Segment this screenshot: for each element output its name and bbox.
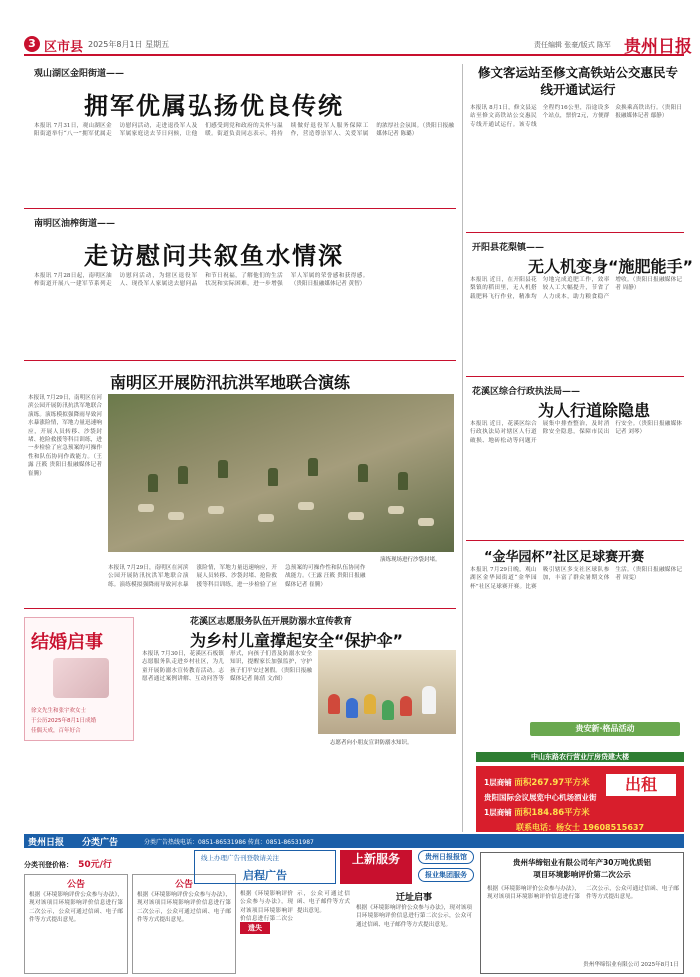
story2-headline: 走访慰问共叙鱼水情深 xyxy=(84,242,344,270)
story2-kicker: 南明区油榨街道—— xyxy=(34,219,116,229)
story4-kicker: 花溪区志愿服务队伍开展防溺水宣传教育 xyxy=(190,617,353,627)
wedding-couple-names: 徐文先生和张宇欢女士 xyxy=(31,708,87,714)
moving-notice-title: 迁址启事 xyxy=(395,893,432,903)
story1-headline: 拥军优属弘扬优良传统 xyxy=(84,92,344,120)
rental-ad-title: 出租 xyxy=(606,774,676,796)
qicheng-ad-sub: 线上办理广告刊登敬请关注 xyxy=(201,854,279,862)
pill-2: 报业集团服务 xyxy=(418,868,474,882)
env-notice-sub: 项目环境影响评价第二次公示 xyxy=(533,870,631,879)
rental-ad-top-bar: 中山东路农行营业厅房贷建大楼 xyxy=(476,752,684,762)
story4-headline: 为乡村儿童撑起安全“保护伞” xyxy=(190,631,404,650)
rental-ad-phone: 联系电话：杨女士 19608515637 xyxy=(516,823,645,832)
story6-kicker: 开阳县花梨镇—— xyxy=(472,243,545,253)
classified-logo: 贵州日报 xyxy=(28,838,65,848)
env-notice-footer: 贵州华缔铝业有限公司 2025年8月1日 xyxy=(583,962,679,968)
env-notice-title: 贵州华缔铝业有限公司年产30万吨优质铝 xyxy=(513,858,651,867)
story5-body: 本报讯 8月1日，修文县运站至修文高铁站公交惠民专线开通试运行。该专线全程约16公里，沿途设多个站点，票价2元，方便群众换乘高铁出行。（贵阳日报融媒体记者 鄢静） xyxy=(470,105,682,128)
section-number: 3 xyxy=(24,36,40,52)
notice-box-2 xyxy=(132,874,236,974)
story3-body-bottom: 本报讯 7月29日，南明区在河滨公园开展防汛抗洪军地联合演练。演练模拟强降雨导致河水暴涨险情，军地力量迅速响应，开展人员转移、沙袋封堵、抢险救援等科目训练，进一步检验了应急预案的可操作性和队伍协同作战能力。（王露 汪筱 贵阳日报融媒体记者 崔腾） xyxy=(108,565,366,588)
serve-ad: 上新服务 xyxy=(340,850,412,884)
story1-body: 本报讯 7月31日，观山湖区金阳街道举行“八一”拥军优属走访慰问活动，走进退役军人及军属家庭送去节日问候，让他们感受到党和政府的关怀与温暖。街道负责同志表示，将持续做好退役军人服务保障工作，营造尊崇军人、关爱军属的浓厚社会氛围。（贵阳日报融媒体记者 陈璐） xyxy=(34,123,454,138)
story8-headline: “金华园杯”社区足球赛开赛 xyxy=(484,550,645,565)
story6-headline: 无人机变身“施肥能手” xyxy=(528,257,694,276)
classified-middle-text: 根据《环境影响评价公众参与办法》，现对该项目环境影响评价信息进行第二次公示，公众可通过信函、电子邮件等方式提出意见。 xyxy=(240,891,350,923)
story7-body: 本报讯 近日，花溪区综合行政执法局对辖区人行道破损、地砖松动等问题开展集中排查整治，及时消除安全隐患，保障市民出行安全。（贵阳日报融媒体记者 刘琴） xyxy=(470,421,682,444)
moving-notice xyxy=(356,890,472,974)
wedding-photo xyxy=(53,658,109,698)
wedding-notice xyxy=(24,617,134,741)
env-notice-body: 根据《环境影响评价公众参与办法》，现对该项目环境影响评价信息进行第二次公示，公众可通过信函、电子邮件等方式提出意见。 xyxy=(487,886,679,901)
story1-kicker: 观山湖区金阳街道—— xyxy=(34,69,125,79)
loss-notice-tag: 遗失 xyxy=(240,922,270,934)
story7-kicker: 花溪区综合行政执法局—— xyxy=(472,387,581,397)
story3-body-left: 本报讯 7月29日，南明区在河滨公园开展防汛抗洪军地联合演练。演练模拟强降雨导致河水暴涨险情，军地力量迅速响应，开展人员转移、沙袋封堵、抢险救援等科目训练，进一步检验了应急预案的可操作性和队伍协同作战能力。（王露 汪筱 贵阳日报融媒体记者 崔腾） xyxy=(28,395,102,477)
rental-ad-unit1-label: 1层商铺 xyxy=(484,778,512,787)
story8-body: 本报讯 7月29日晚，观山湖区金华园街道“金华园杯”社区足球赛开赛。比赛吸引辖区多支社区球队参加，丰富了群众暑期文体生活。（贵阳日报融媒体记者 周雯） xyxy=(470,567,682,590)
notice-2-title: 公告 xyxy=(174,880,193,890)
editors-credit: 责任编辑 张豪/版式 陈军 xyxy=(534,41,611,49)
notice-1-title: 公告 xyxy=(66,880,85,890)
notice-2-body: 根据《环境影响评价公众参与办法》，现对该项目环境影响评价信息进行第二次公示，公众可通过信函、电子邮件等方式提出意见。 xyxy=(137,892,231,924)
story4-body: 本报讯 7月30日，花溪区石板镇志愿服务队走进乡村社区，为儿童开展防溺水宣传教育活动。志愿者通过案例讲解、互动问答等形式，向孩子们普及防溺水安全知识，提醒家长加强监护，守护孩子们平安过暑假。（贵阳日报融媒体记者 陈倩 文/图） xyxy=(142,651,312,683)
story6-body: 本报讯 近日，在开阳县花梨镇的稻田里，无人机搭载肥料飞行作业，精准均匀地完成追肥工作，效率较人工大幅提升，节省了人力成本，助力粮食稳产增收。（贵阳日报融媒体记者 周静） xyxy=(470,277,682,300)
wedding-title: 结婚启事 xyxy=(31,632,103,653)
story4-caption: 志愿者向小朋友宣讲防溺水知识。 xyxy=(330,740,413,746)
section-name: 区市县 xyxy=(44,40,84,55)
rental-ad-location2: 贵阳国际会议展览中心机场酒业街 xyxy=(484,793,597,802)
story2-body: 本报讯 7月28日起，南明区油榨街道开展八一建军节系列走访慰问活动，为辖区退役军人、现役军人家属送去慰问品和节日祝福，了解他们的生活状况和实际困难，进一步增强军人军属的荣誉感和获得感。（贵阳日报融媒体记者 黄智） xyxy=(34,273,369,288)
moving-notice-body: 根据《环境影响评价公众参与办法》，现对该项目环境影响评价信息进行第二次公示，公众可通过信函、电子邮件等方式提出意见。 xyxy=(356,905,472,928)
story3-headline: 南明区开展防汛抗洪军地联合演练 xyxy=(110,373,351,392)
notice-1-body: 根据《环境影响评价公众参与办法》，现对该项目环境影响评价信息进行第二次公示，公众可通过信函、电子邮件等方式提出意见。 xyxy=(29,892,123,924)
rental-ad-unit1-area: 面积267.97平方米 xyxy=(514,778,590,788)
masthead xyxy=(24,34,692,57)
story5-headline: 修文客运站至修文高铁站公交惠民专线开通试运行 xyxy=(478,65,679,97)
notice-box-1 xyxy=(24,874,128,974)
classified-price-label: 分类刊登价格： xyxy=(24,861,73,869)
classified-price-box xyxy=(24,852,174,870)
story3-caption: 演练现场进行沙袋封堵。 xyxy=(380,557,441,563)
flood-drill-photo xyxy=(108,394,454,552)
env-notice xyxy=(480,852,684,974)
qicheng-ad xyxy=(194,850,336,884)
classified-bar xyxy=(24,834,684,848)
qicheng-ad-title: 启程广告 xyxy=(243,869,287,882)
wedding-blessing: 佳偶天成，百年好合 xyxy=(31,728,81,734)
classified-title: 分类广告 xyxy=(82,838,119,848)
wedding-date: 于公历2025年8月1日成婚 xyxy=(31,718,96,724)
feature-tag: 贵安新·格品活动 xyxy=(530,722,680,736)
rental-ad-unit2-area: 面积184.86平方米 xyxy=(514,808,590,818)
pill-1: 贵州日报报馆 xyxy=(418,850,474,864)
rental-ad xyxy=(476,766,684,832)
issue-date: 2025年8月1日 星期五 xyxy=(88,40,170,49)
classified-phone: 分类广告热线电话：0851-86531986 传真：0851-86531987 xyxy=(144,839,314,846)
story7-headline: 为人行道除隐患 xyxy=(538,401,651,420)
rental-ad-unit2-label: 1层商铺 xyxy=(484,808,512,817)
classified-price: 50元/行 xyxy=(78,860,112,870)
kids-safety-photo xyxy=(318,650,456,734)
paper-logo: 贵州日报 xyxy=(624,37,692,57)
